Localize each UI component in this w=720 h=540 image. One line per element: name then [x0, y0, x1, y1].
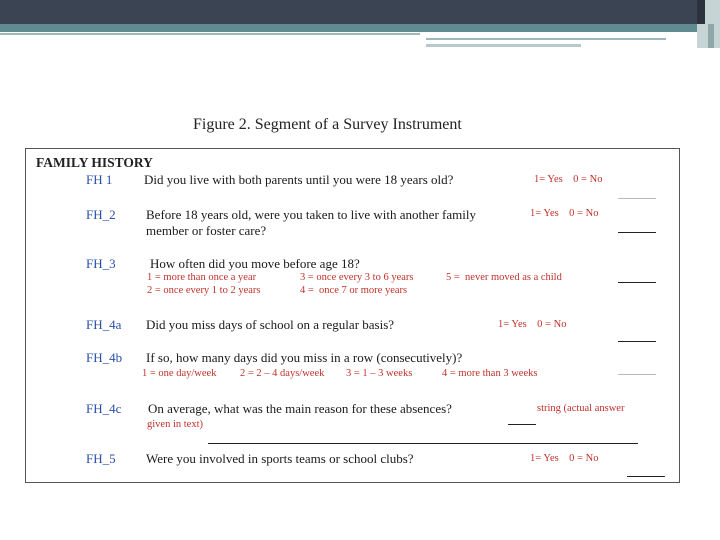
answer-blank-fh5[interactable] — [627, 464, 665, 482]
slide-accent-line — [426, 38, 666, 40]
answer-type-fh4c: string (actual answer — [537, 403, 625, 414]
question-fh4b: If so, how many days did you miss in a row (consecutively)? — [146, 350, 463, 365]
slide-top-bar — [0, 0, 720, 24]
option-fh3-2: 2 = once every 1 to 2 years — [147, 285, 261, 296]
figure-caption: Figure 2. Segment of a Survey Instrument — [193, 116, 462, 133]
item-code-fh4c: FH_4c — [86, 401, 122, 416]
survey-frame — [25, 148, 680, 483]
answer-blank-fh4c[interactable] — [508, 412, 536, 430]
answer-blank-fh4a[interactable] — [618, 329, 656, 347]
option-fh3-5: 5 = never moved as a child — [446, 272, 562, 283]
item-code-fh5: FH_5 — [86, 451, 116, 466]
question-fh4a: Did you miss days of school on a regular basis? — [146, 317, 395, 332]
item-code-fh4b: FH_4b — [86, 350, 123, 365]
item-code-fh2: FH_2 — [86, 207, 116, 222]
option-fh4b-3: 3 = 1 – 3 weeks — [346, 368, 413, 379]
question-fh4c: On average, what was the main reason for these absences? — [148, 401, 452, 416]
options-fh5: 1= Yes 0 = No — [530, 453, 599, 464]
option-fh4b-4: 4 = more than 3 weeks — [442, 368, 538, 379]
option-fh4b-1: 1 = one day/week — [142, 368, 217, 379]
answer-blank-fh3[interactable] — [618, 270, 656, 288]
option-fh4b-2: 2 = 2 – 4 days/week — [240, 368, 325, 379]
options-fh2: 1= Yes 0 = No — [530, 208, 599, 219]
answer-type-fh4c-continued: given in text) — [147, 419, 203, 430]
slide-corner-decoration — [697, 0, 705, 24]
question-fh5: Were you involved in sports teams or school clubs? — [146, 451, 414, 466]
answer-blank-fh1[interactable] — [618, 186, 656, 204]
option-fh3-3: 3 = once every 3 to 6 years — [300, 272, 414, 283]
question-fh3: How often did you move before age 18? — [150, 256, 360, 271]
options-fh1: 1= Yes 0 = No — [534, 174, 603, 185]
option-fh3-1: 1 = more than once a year — [147, 272, 257, 283]
question-fh2-continued: member or foster care? — [146, 223, 267, 238]
item-code-fh1: FH 1 — [86, 172, 113, 187]
slide-accent-line — [426, 44, 581, 47]
item-code-fh4a: FH_4a — [86, 317, 122, 332]
answer-blank-fh2[interactable] — [618, 220, 656, 238]
option-fh3-4: 4 = once 7 or more years — [300, 285, 408, 296]
answer-line-fh4c[interactable] — [208, 431, 638, 449]
slide-accent-bar — [0, 24, 697, 32]
question-fh1: Did you live with both parents until you were 18 years old? — [144, 172, 454, 187]
slide-corner-decoration — [708, 24, 714, 48]
item-code-fh3: FH_3 — [86, 256, 116, 271]
options-fh4a: 1= Yes 0 = No — [498, 319, 567, 330]
question-fh2: Before 18 years old, were you taken to live with another family — [146, 207, 476, 222]
slide-accent-line — [0, 33, 420, 35]
answer-blank-fh4b[interactable] — [618, 362, 656, 380]
section-heading: FAMILY HISTORY — [36, 155, 153, 170]
